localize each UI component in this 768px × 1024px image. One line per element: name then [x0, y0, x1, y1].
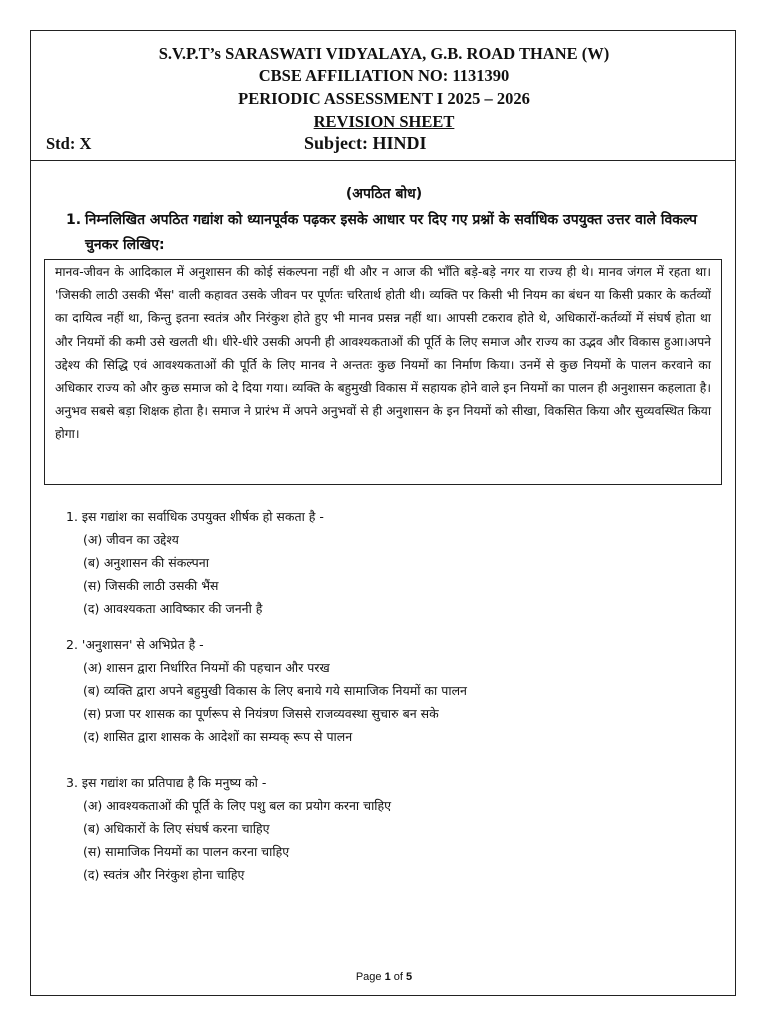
passage-box	[44, 259, 722, 485]
option-b: (ब) अनुशासन की संकल्पना	[83, 555, 209, 570]
instruction-number: 1.	[66, 212, 82, 228]
option-a: (अ) जीवन का उद्देश्य	[83, 532, 179, 547]
option-d: (द) आवश्यकता आविष्कार की जननी है	[83, 601, 263, 616]
page-word: Page	[355, 971, 382, 983]
question-3	[66, 771, 391, 886]
option-b: (ब) अधिकारों के लिए संघर्ष करना चाहिए	[83, 821, 270, 836]
option-d: (द) स्वतंत्र और निरंकुश होना चाहिए	[83, 867, 245, 882]
of-word: of	[393, 971, 403, 983]
question-stem: 2. 'अनुशासन' से अभिप्रेत है -	[66, 637, 204, 652]
passage-text: मानव-जीवन के आदिकाल में अनुशासन की कोई संकल्पना नहीं थी और न आज की भाँति बड़े-बड़े नगर या राज्य ही थे। मानव जंगल में रहता था। 'जिसकी लाठी उसकी भैंस' वाली कहावत उसके जीवन पर पूर्णतः चरितार्थ होती थी। व्यक्ति पर किसी भी नियम का बंधन या किसी प्रकार के कर्तव्यों का दायित्व नहीं था, किन्तु इतना स्वतंत्र और निरंकुश होते हुए भी मानव प्रसन्न नहीं था। आपसी टकराव होते थे, अधिकारों-कर्तव्यों में संघर्ष होता था और नियमों की कमी उसे खलती थी। धीरे-धीरे उसकी अपनी ही आवश्यकताओं की पूर्ति के लिए समाज और राज्य का उद्भव और विकास हुआ।अपने उद्देश्य की सिद्धि एवं आवश्यकताओं की पूर्ति के लिए मानव ने अन्ततः कुछ नियमों का निर्माण किया। उनमें से कुछ नियमों के पालन करवाने का अधिकार राज्य को और कुछ समाज को दे दिया गया। व्यक्ति के बहुमुखी विकास में सहायक होने वाले इन नियमों का पालन ही अनुशासन कहलाता है। अनुभव सबसे बड़ा शिक्षक होता है। समाज ने प्रारंभ में अपने अनुभवों से ही अनुशासन के इन नियमों को सीखा, विकसित किया और सुव्यवस्थित किया होगा।	[55, 265, 711, 442]
subject-label: Subject: HINDI	[304, 133, 427, 153]
question-1	[66, 505, 324, 620]
option-b: (ब) व्यक्ति द्वारा अपने बहुमुखी विकास के लिए बनाये गये सामाजिक नियमों का पालन	[83, 683, 467, 698]
question-stem: 3. इस गद्यांश का प्रतिपाद्य है कि मनुष्य को -	[66, 775, 267, 790]
instruction	[66, 208, 716, 258]
assessment-title: PERIODIC ASSESSMENT I 2025 – 2026	[238, 89, 530, 108]
option-c: (स) सामाजिक नियमों का पालन करना चाहिए	[83, 844, 290, 859]
standard-label: Std: X	[46, 134, 92, 153]
affiliation-number: CBSE AFFILIATION NO: 1131390	[258, 66, 510, 85]
option-d: (द) शासित द्वारा शासक के आदेशों का सम्यक् रूप से पालन	[83, 729, 353, 744]
question-2	[66, 633, 467, 748]
option-c: (स) जिसकी लाठी उसकी भैंस	[83, 578, 219, 593]
header-divider	[31, 160, 735, 161]
section-title: (अपठित बोध)	[345, 186, 423, 202]
question-stem: 1. इस गद्यांश का सर्वाधिक उपयुक्त शीर्षक हो सकता है -	[66, 509, 324, 524]
sheet-title: REVISION SHEET	[313, 112, 455, 131]
option-a: (अ) आवश्यकताओं की पूर्ति के लिए पशु बल का प्रयोग करना चाहिए	[83, 798, 392, 813]
page-total: 5	[406, 971, 413, 983]
school-name: S.V.P.T’s SARASWATI VIDYALAYA, G.B. ROAD THANE (W)	[158, 44, 610, 63]
option-c: (स) प्रजा पर शासक का पूर्णरूप से नियंत्रण जिससे राजव्यवस्था सुचारु बन सके	[83, 706, 439, 721]
option-a: (अ) शासन द्वारा निर्धारित नियमों की पहचान और परख	[83, 660, 330, 675]
page-current: 1	[384, 971, 391, 983]
instruction-text: निम्नलिखित अपठित गद्यांश को ध्यानपूर्वक पढ़कर इसके आधार पर दिए गए प्रश्नों के सर्वाधिक उपयुक्त उत्तर वाले विकल्प चुनकर लिखिए:	[85, 212, 698, 253]
page-footer	[0, 971, 768, 983]
